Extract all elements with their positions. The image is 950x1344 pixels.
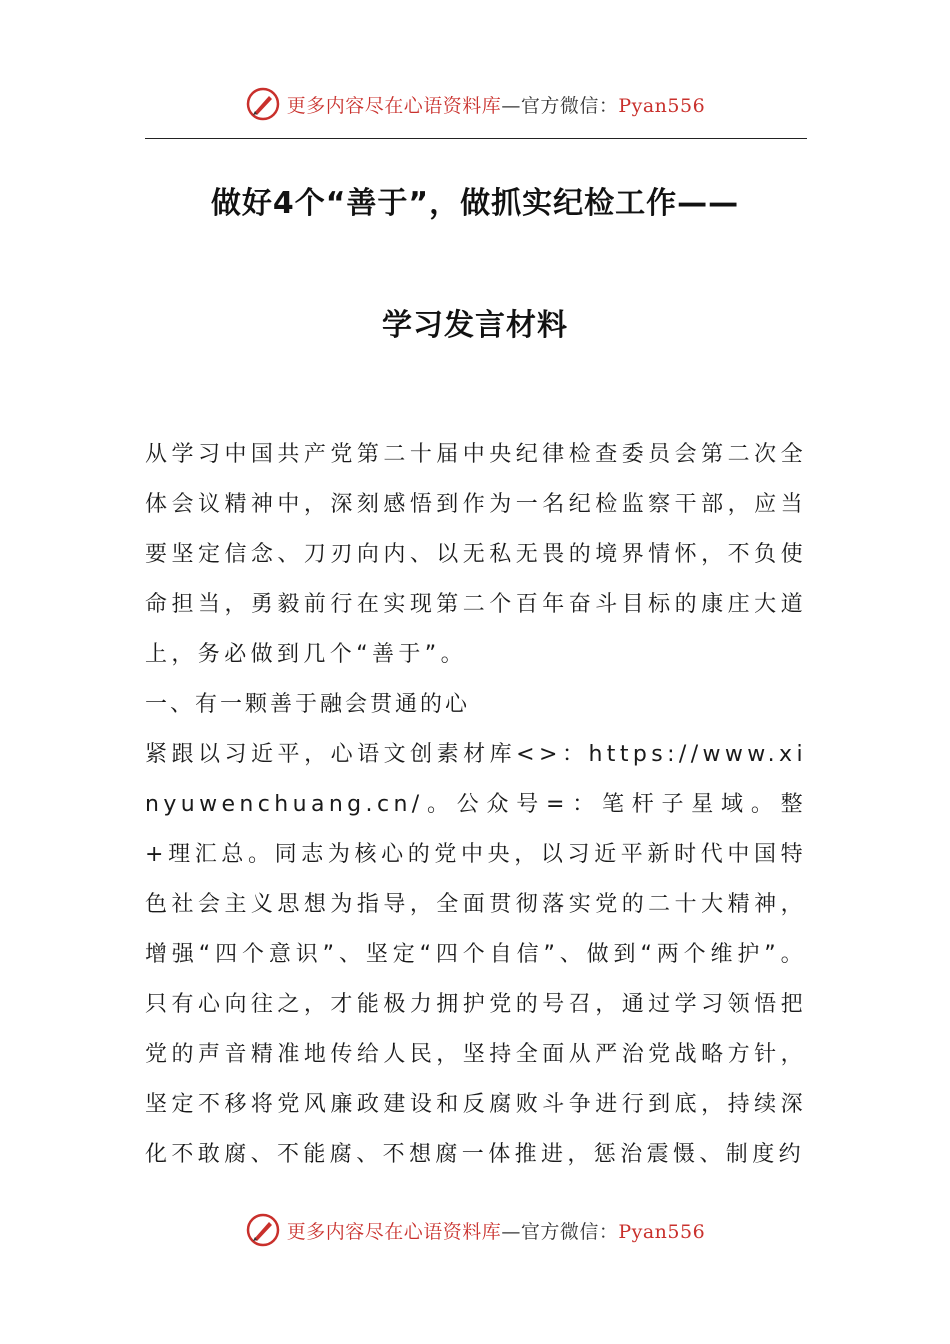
banner-text: 更多内容尽在心语资料库—官方微信：Pyan556 (286, 94, 706, 117)
footer-watermark-banner (0, 1210, 950, 1250)
paragraph-intro: 从学习中国共产党第二十届中央纪律检查委员会第二次全体会议精神中，深刻感悟到作为一名纪检监察干部，应当要坚定信念、刀刃向内、以无私无畏的境界情怀，不负使命担当，勇毅前行在实现第二个百年奋斗目标的康庄大道上，务必做到几个“善于”。 (145, 442, 807, 667)
banner-text: 更多内容尽在心语资料库—官方微信：Pyan556 (286, 1220, 706, 1243)
pen-logo-icon (245, 1212, 281, 1248)
header-watermark-banner (0, 84, 950, 124)
section-heading-1: 一、有一颗善于融会贯通的心 (145, 692, 471, 717)
document-title-line-1: 做好4个“善于”，做抓实纪检工作—— (210, 186, 740, 221)
paragraph-section-1: 紧跟以习近平，心语文创素材库<>：https://www.xinyuwenchuang.cn/。公众号=：笔杆子星域。整+理汇总。同志为核心的党中央，以习近平新时代中国特色社会主义思想为指导，全面贯彻落实党的二十大精神，增强“四个意识”、坚定“四个自信”、做到“两个维护”。只有心向往之，才能极力拥护党的号召，通过学习领悟把党的声音精准地传给人民，坚持全面从严治党战略方针，坚定不移将党风廉政建设和反腐败斗争进行到底，持续深化不敢腐、不能腐、不想腐一体推进，惩治震慑、制度约 (145, 742, 807, 1167)
document-title-line-2: 学习发言材料 (382, 308, 568, 343)
header-divider (145, 138, 807, 139)
document-body (145, 430, 807, 1180)
pen-logo-icon (245, 86, 281, 122)
